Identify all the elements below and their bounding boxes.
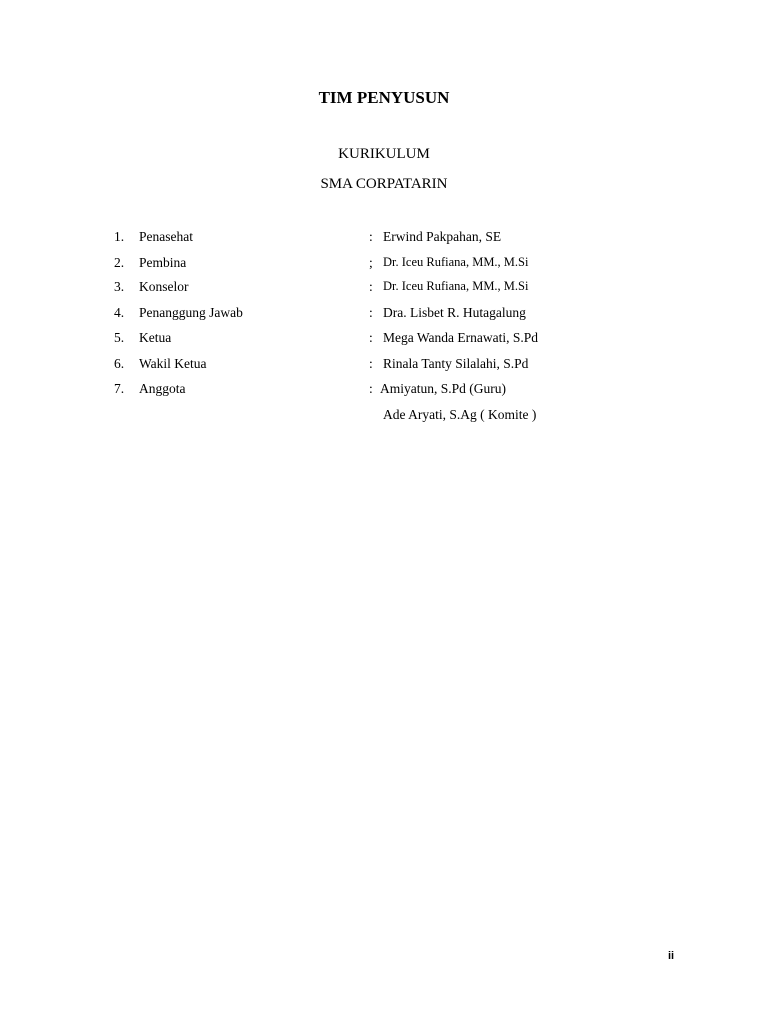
member-row-4 <box>0 305 768 325</box>
member-row-6 <box>0 356 768 376</box>
member-role: Anggota <box>139 381 186 396</box>
member-separator: : <box>369 305 373 320</box>
member-number: 3. <box>114 279 125 294</box>
page-number: ii <box>668 950 675 962</box>
member-name: Amiyatun, S.Pd (Guru) <box>380 381 506 396</box>
subtitle-curriculum: KURIKULUM <box>338 146 430 162</box>
member-number: 4. <box>114 305 125 320</box>
member-row-3 <box>0 279 768 299</box>
member-row-2 <box>0 255 768 275</box>
member-row-1 <box>0 229 768 249</box>
member-role: Penanggung Jawab <box>139 305 243 320</box>
page-title: TIM PENYUSUN <box>318 88 450 107</box>
member-name: Dr. Iceu Rufiana, MM., M.Si <box>383 279 529 293</box>
member-row-extra <box>0 407 768 427</box>
member-name: Dr. Iceu Rufiana, MM., M.Si <box>383 255 529 269</box>
member-number: 5. <box>114 330 125 345</box>
member-number: 7. <box>114 381 125 396</box>
member-separator: : <box>369 356 373 371</box>
member-separator: : <box>369 381 373 396</box>
subtitle-school: SMA CORPATARIN <box>320 176 448 192</box>
member-name: Erwind Pakpahan, SE <box>383 229 502 244</box>
member-separator: : <box>369 330 373 345</box>
member-role: Wakil Ketua <box>139 356 207 371</box>
member-number: 6. <box>114 356 125 371</box>
member-role: Ketua <box>139 330 172 345</box>
member-role: Konselor <box>139 279 189 294</box>
member-row-5 <box>0 330 768 350</box>
member-name: Dra. Lisbet R. Hutagalung <box>383 305 526 320</box>
member-role: Pembina <box>139 255 187 270</box>
member-separator: : <box>369 229 373 244</box>
member-name: Mega Wanda Ernawati, S.Pd <box>383 330 539 345</box>
member-name: Ade Aryati, S.Ag ( Komite ) <box>383 407 537 422</box>
member-number: 1. <box>114 229 125 244</box>
member-number: 2. <box>114 255 125 270</box>
member-name: Rinala Tanty Silalahi, S.Pd <box>383 356 529 371</box>
member-role: Penasehat <box>139 229 193 244</box>
member-separator: : <box>369 279 373 294</box>
member-row-7 <box>0 381 768 401</box>
member-separator: ; <box>369 255 373 270</box>
